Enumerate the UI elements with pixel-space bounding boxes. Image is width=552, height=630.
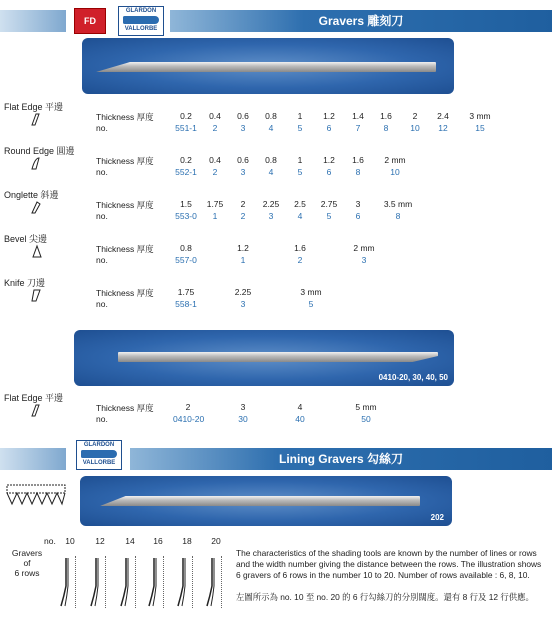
number-cell: 2 — [212, 123, 218, 133]
fd-logo: FD — [74, 8, 106, 34]
lining-graver-illustration — [56, 556, 76, 608]
number-cell: 10 — [390, 167, 400, 177]
thickness-cell: 4 — [297, 402, 303, 412]
page-title: Gravers 雕刻刀 — [170, 10, 552, 32]
thickness-cell: 1.75 — [177, 287, 195, 297]
lining-graver-icon — [144, 556, 164, 608]
thickness-cell: 3 — [240, 402, 246, 412]
thickness-cell: 0.6 — [237, 155, 249, 165]
thickness-cell: 2.75 — [320, 199, 338, 209]
number-cell: 5 — [326, 211, 332, 221]
thickness-label: Thickness 厚度 — [96, 244, 154, 254]
thickness-cell: 0.2 — [180, 155, 192, 165]
number-cell: 4 — [268, 167, 274, 177]
thickness-cell: 3.5 mm — [383, 199, 413, 209]
row-number: 18 — [182, 536, 192, 546]
lining-graver-icon — [116, 556, 136, 608]
number-cell: 2 — [297, 255, 303, 265]
number-cell: 4 — [268, 123, 274, 133]
photo-caption-2: 0410-20, 30, 40, 50 — [378, 373, 448, 382]
gravers-label-2: of — [23, 558, 31, 568]
graver-tool-image-2 — [118, 352, 438, 362]
thickness-cell: 2 — [412, 111, 418, 121]
thickness-cell: 1.2 — [237, 243, 249, 253]
number-cell: 3 — [240, 123, 246, 133]
lining-graver-illustration — [173, 556, 193, 608]
thickness-cell: 1.75 — [206, 199, 224, 209]
number-cell: 5 — [297, 167, 303, 177]
number-cell: 1 — [212, 211, 218, 221]
row-number: 16 — [153, 536, 163, 546]
number-cell: 6 — [326, 167, 332, 177]
thickness-label: Thickness 厚度 — [96, 403, 154, 413]
thickness-cell: 3 — [355, 199, 361, 209]
lining-graver-illustration — [144, 556, 164, 608]
number-cell: 5 — [308, 299, 314, 309]
number-cell: 4 — [297, 211, 303, 221]
lining-graver-illustration — [202, 556, 222, 608]
thickness-cell: 2.25 — [234, 287, 252, 297]
number-cell: 3 — [268, 211, 274, 221]
no-label: no. — [96, 167, 108, 177]
thickness-label: Thickness 厚度 — [96, 200, 154, 210]
number-cell: 3 — [240, 167, 246, 177]
number-cell: 15 — [475, 123, 485, 133]
graver-photo — [82, 38, 454, 94]
number-cell: 8 — [355, 167, 361, 177]
brand-top-2: GLARDON — [83, 442, 115, 448]
lining-title: Lining Gravers 勾絲刀 — [130, 448, 552, 470]
thickness-cell: 0.8 — [265, 155, 277, 165]
number-cell: 2 — [212, 167, 218, 177]
lining-description-zh: 左圖所示為 no. 10 至 no. 20 的 6 行勾絲刀的分別闊度。還有 8 行及 12 行供應。 — [236, 592, 534, 602]
graver-profile-icon-0 — [30, 112, 44, 126]
thickness-cell: 1.6 — [380, 111, 392, 121]
thickness-cell: 1.4 — [352, 111, 364, 121]
brand-top: GLARDON — [125, 8, 157, 14]
glardon-logo — [118, 6, 164, 36]
thickness-label: Thickness 厚度 — [96, 288, 154, 298]
number-cell: 552-1 — [175, 167, 197, 177]
number-cell: 6 — [326, 123, 332, 133]
gravers-label-1: Gravers — [11, 548, 43, 558]
thickness-cell: 1.6 — [352, 155, 364, 165]
thickness-cell: 1.2 — [323, 111, 335, 121]
lining-description: The characteristics of the shading tools are known by the number of lines or rows and the width number giving the distance between the rows. The illustration shows 6 gravers of 6 rows in the number 10 to 20. Number of rows available : 6, 8, 10. — [236, 548, 542, 580]
thickness-cell: 0.6 — [237, 111, 249, 121]
lining-graver-icon — [173, 556, 193, 608]
number-cell: 5 — [297, 123, 303, 133]
thickness-cell: 3 mm — [469, 111, 491, 121]
graver-profile-icon-4 — [30, 288, 44, 302]
thickness-cell: 2.5 — [294, 199, 306, 209]
thickness-cell: 0.2 — [180, 111, 192, 121]
graver-profile-icon-2 — [30, 200, 44, 214]
lining-graver-illustration — [116, 556, 136, 608]
graver-photo-2 — [74, 330, 454, 386]
brand-bottom: VALLORBE — [124, 26, 158, 32]
header-band-left — [0, 10, 66, 32]
lining-graver-icon — [56, 556, 76, 608]
section-label-4: Knife 刀邊 — [4, 278, 46, 288]
gravers-of-rows-label — [4, 548, 50, 578]
number-cell: 8 — [383, 123, 389, 133]
section-label-2: Onglette 斜邊 — [4, 190, 59, 200]
graver-profile-icon-1 — [30, 156, 44, 170]
lining-graver-illustration — [86, 556, 106, 608]
thickness-cell: 1.5 — [180, 199, 192, 209]
thickness-cell: 0.4 — [209, 155, 221, 165]
thickness-cell: 2 — [185, 402, 191, 412]
row-number: 12 — [95, 536, 105, 546]
number-cell: 1 — [240, 255, 246, 265]
number-cell: 3 — [361, 255, 367, 265]
graver-tool-image — [96, 62, 436, 72]
no-label: no. — [96, 299, 108, 309]
thickness-cell: 1.6 — [294, 243, 306, 253]
no-label: no. — [96, 414, 108, 424]
number-cell: 8 — [395, 211, 401, 221]
no-label: no. — [96, 255, 108, 265]
no-label: no. — [96, 123, 108, 133]
thickness-label: Thickness 厚度 — [96, 156, 154, 166]
number-cell: 2 — [240, 211, 246, 221]
graver-profile-icon-3 — [30, 244, 44, 258]
thickness-label: Thickness 厚度 — [96, 112, 154, 122]
number-cell: 10 — [410, 123, 420, 133]
number-cell: 12 — [438, 123, 448, 133]
thickness-cell: 1.2 — [323, 155, 335, 165]
thickness-cell: 0.8 — [265, 111, 277, 121]
thickness-cell: 2.25 — [262, 199, 280, 209]
lining-photo — [80, 476, 452, 526]
flat-edge-graver-icon — [30, 403, 44, 417]
section-label-1: Round Edge 圓邊 — [4, 146, 75, 156]
lining-no-label: no. — [44, 536, 56, 546]
thickness-cell: 1 — [297, 155, 303, 165]
number-cell: 551-1 — [175, 123, 197, 133]
number-cell: 6 — [355, 211, 361, 221]
number-cell: 3 — [240, 299, 246, 309]
lining-tool-image — [100, 496, 420, 506]
number-cell: 553-0 — [175, 211, 197, 221]
section-label-flat-edge-2: Flat Edge 平邊 — [4, 393, 64, 403]
lining-profile-icon — [6, 484, 66, 508]
row-number: 20 — [211, 536, 221, 546]
lining-graver-icon — [202, 556, 222, 608]
thickness-cell: 2 mm — [384, 155, 406, 165]
thickness-cell: 2.4 — [437, 111, 449, 121]
lining-graver-icon — [86, 556, 106, 608]
lining-photo-caption: 202 — [430, 513, 444, 522]
section-label-0: Flat Edge 平邊 — [4, 102, 64, 112]
thickness-cell: 0.8 — [180, 243, 192, 253]
fish-icon — [123, 16, 159, 24]
row-number: 14 — [125, 536, 135, 546]
no-label: no. — [96, 211, 108, 221]
number-cell: 557-0 — [175, 255, 197, 265]
number-cell: 0410-20 — [173, 414, 205, 424]
fish-icon-2 — [81, 450, 117, 458]
lining-band-left — [0, 448, 66, 470]
thickness-cell: 3 mm — [300, 287, 322, 297]
number-cell: 7 — [355, 123, 361, 133]
number-cell: 30 — [238, 414, 248, 424]
thickness-cell: 1 — [297, 111, 303, 121]
brand-bottom-2: VALLORBE — [82, 460, 116, 466]
thickness-cell: 5 mm — [355, 402, 377, 412]
number-cell: 40 — [295, 414, 305, 424]
thickness-cell: 2 — [240, 199, 246, 209]
row-number: 10 — [65, 536, 75, 546]
section-label-3: Bevel 尖邊 — [4, 234, 48, 244]
glardon-logo-2 — [76, 440, 122, 470]
number-cell: 50 — [361, 414, 371, 424]
thickness-cell: 2 mm — [353, 243, 375, 253]
gravers-label-3: 6 rows — [14, 568, 40, 578]
number-cell: 558-1 — [175, 299, 197, 309]
thickness-cell: 0.4 — [209, 111, 221, 121]
